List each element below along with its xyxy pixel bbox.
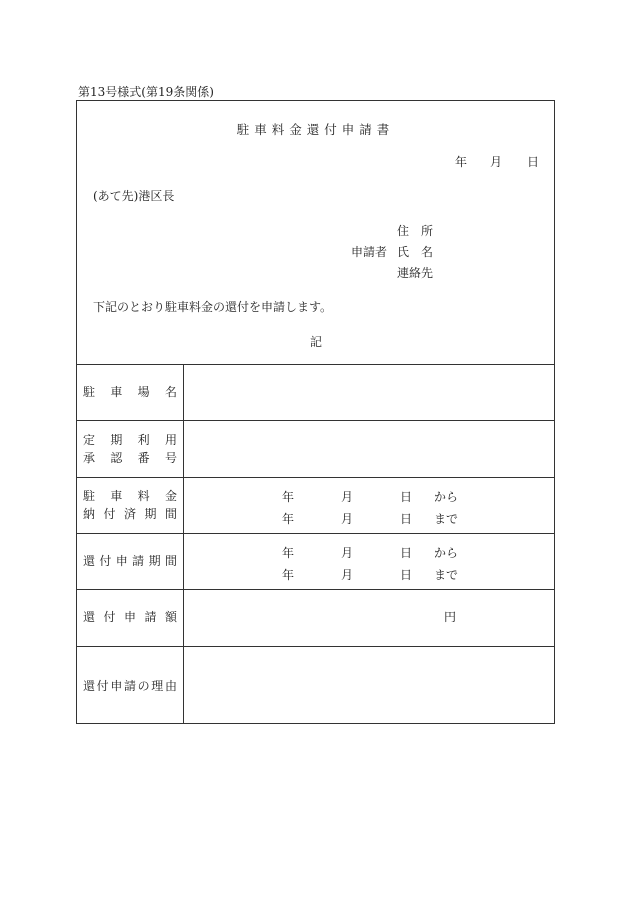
permit-number-field[interactable] (184, 421, 554, 477)
applicant-label: 申請者 (351, 245, 388, 259)
year-label: 年 (282, 546, 295, 560)
month-label: 月 (341, 512, 354, 526)
paid-period-field[interactable] (184, 478, 554, 533)
label-refund-amount (83, 608, 177, 626)
label-parking-name (83, 383, 177, 401)
to-label: まで (434, 568, 459, 582)
refund-reason-field[interactable] (184, 647, 554, 724)
date-year: 年 (455, 155, 468, 169)
date-month: 月 (490, 155, 503, 169)
label-permit-number (83, 431, 177, 467)
addressee: (あて先)港区長 (93, 189, 175, 203)
from-label: から (434, 546, 459, 560)
refund-period-field[interactable] (184, 534, 554, 589)
label-refund-period (83, 552, 177, 570)
label-line: 還 付 申 請 の 理 由 (83, 679, 177, 693)
label-line: 承 認 番 号 (83, 451, 177, 465)
label-refund-reason (83, 677, 177, 695)
form-number: 第13号様式(第19条関係) (78, 85, 214, 99)
month-label: 月 (341, 568, 354, 582)
statement: 下記のとおり駐車料金の還付を申請します。 (93, 300, 333, 314)
form-title: 駐車料金還付申請書 (236, 122, 395, 137)
date-day: 日 (527, 155, 540, 169)
year-label: 年 (282, 512, 295, 526)
month-label: 月 (341, 490, 354, 504)
to-label: まで (434, 512, 459, 526)
day-label: 日 (400, 512, 413, 526)
from-label: から (434, 490, 459, 504)
address-label: 住 所 (397, 224, 434, 238)
label-line: 定 期 利 用 (83, 433, 177, 447)
yen-label: 円 (444, 610, 457, 624)
parking-name-field[interactable] (184, 365, 554, 420)
day-label: 日 (400, 490, 413, 504)
label-line: 還 付 申 請 期 間 (83, 554, 177, 568)
day-label: 日 (400, 546, 413, 560)
contact-label: 連絡先 (397, 266, 434, 280)
refund-amount-field[interactable] (184, 590, 554, 646)
ki-label: 記 (310, 335, 323, 349)
label-line: 駐 車 料 金 (83, 489, 177, 503)
label-line: 駐 車 場 名 (83, 385, 177, 399)
month-label: 月 (341, 546, 354, 560)
year-label: 年 (282, 490, 295, 504)
label-line: 還 付 申 請 額 (83, 610, 177, 624)
year-label: 年 (282, 568, 295, 582)
label-line: 納 付 済 期 間 (83, 507, 177, 521)
application-form (76, 100, 555, 724)
label-paid-period (83, 487, 177, 523)
name-label: 氏 名 (397, 245, 434, 259)
day-label: 日 (400, 568, 413, 582)
